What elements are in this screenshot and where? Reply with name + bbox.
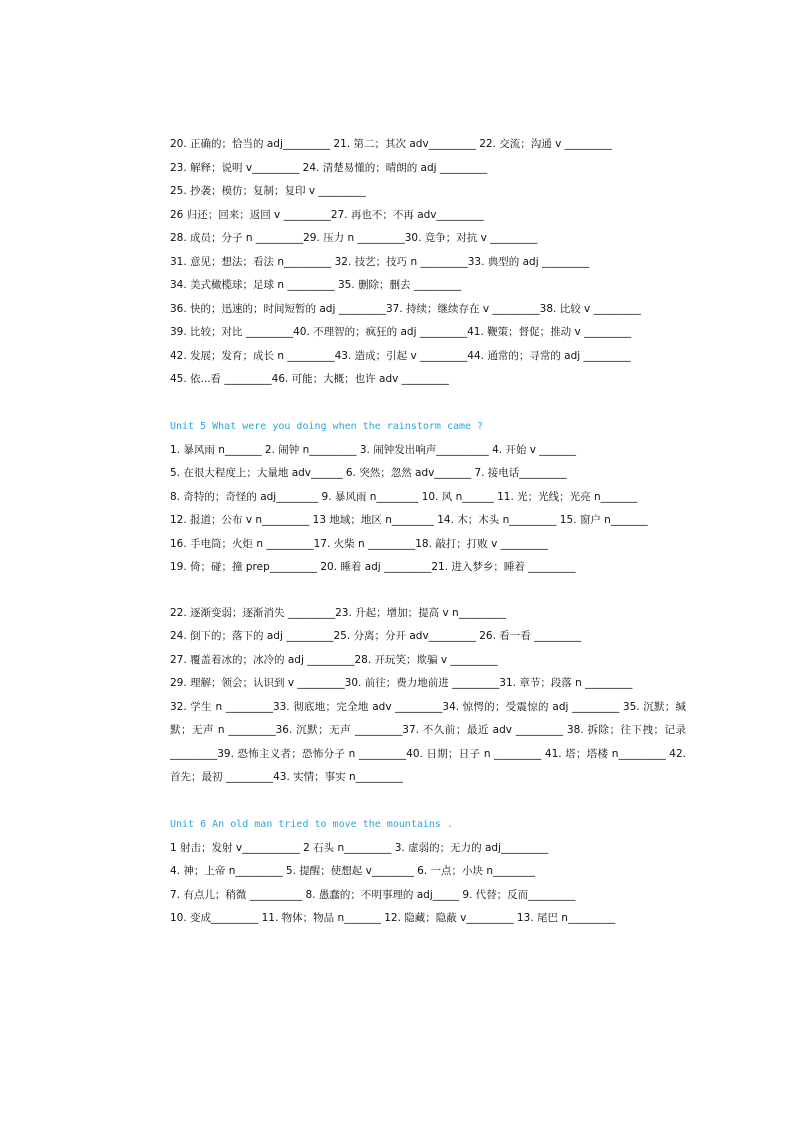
vocab-line: 34. 美式橄榄球；足球 n _________ 35. 删除；删去 _________ xyxy=(170,279,462,291)
section-unit-6 xyxy=(170,813,690,931)
vocab-line: 29. 理解；领会；认识到 v _________30. 前往；费力地前进 _________31. 章节；段落 n _________ xyxy=(170,677,633,689)
worksheet-page xyxy=(170,133,690,931)
vocab-line: 36. 快的；迅速的；时间短暂的 adj _________37. 持续；继续存在 v _________38. 比较 v _________ xyxy=(170,302,641,315)
vocab-line: 1 射击；发射 v___________ 2 石头 n_________ 3. 虚弱的；无力的 adj_________ xyxy=(170,841,549,854)
vocab-line: 16. 手电筒；火炬 n _________17. 火柴 n _________18. 敲打；打败 v _________ xyxy=(170,537,548,550)
vocab-line: 8. 奇特的；奇怪的 adj________ 9. 暴风雨 n________ 10. 风 n______ 11. 光；光线；光亮 n_______ xyxy=(170,490,638,503)
section-previous-unit xyxy=(170,133,690,392)
unit-6-title: Unit 6 An old man tried to move the mountains . xyxy=(170,819,453,830)
vocab-line: 39. 比较；对比 _________40. 不理智的；疯狂的 adj _________41. 鞭策；督促；推动 v _________ xyxy=(170,326,632,338)
vocab-line: 42. 发展；发育；成长 n _________43. 造成；引起 v _________44. 通常的；寻常的 adj _________ xyxy=(170,349,631,362)
vocab-line: 28. 成员；分子 n _________29. 压力 n _________30. 竞争；对抗 v _________ xyxy=(170,232,538,244)
vocab-line: 12. 报道；公布 v n_________ 13 地域；地区 n________ 14. 木；木头 n_________ 15. 窗户 n_______ xyxy=(170,514,648,526)
vocab-line: 45. 依...看 _________46. 可能；大概；也许 adv _________ xyxy=(170,373,449,385)
vocab-line: 1. 暴风雨 n_______ 2. 闹钟 n_________ 3. 闹钟发出响声__________ 4. 开始 v _______ xyxy=(170,443,577,456)
vocab-line: 27. 覆盖着冰的；冰冷的 adj _________28. 开玩笑；欺骗 v _________ xyxy=(170,653,498,666)
vocab-line: 31. 意见；想法；看法 n_________ 32. 技艺；技巧 n _________33. 典型的 adj _________ xyxy=(170,255,590,268)
section-unit-5 xyxy=(170,415,690,790)
vocab-line: 10. 变成_________ 11. 物体；物品 n_______ 12. 隐藏；隐蔽 v_________ 13. 尾巴 n_________ xyxy=(170,912,616,924)
vocab-line: 23. 解释；说明 v_________ 24. 清楚易懂的；晴朗的 adj _________ xyxy=(170,161,488,174)
vocab-line: 20. 正确的；恰当的 adj_________ 21. 第二；其次 adv_________ 22. 交流；沟通 v _________ xyxy=(170,138,612,150)
unit-5-title: Unit 5 What were you doing when the rainstorm came ? xyxy=(170,421,484,432)
vocab-line: 26 归还；回来；返回 v _________27. 再也不；不再 adv_________ xyxy=(170,208,484,221)
vocab-line: 25. 抄袭；模仿；复制；复印 v _________ xyxy=(170,185,366,197)
vocab-paragraph: 32. 学生 n _________33. 彻底地；完全地 adv _________34. 惊愕的；受震惊的 adj _________ 35. 沉默；缄默；无声 n _________36. 沉默；无声 _________37. 不久前；最近 adv _________ 38. 拆除；往下拽；记录 _________39. 恐怖主义者；恐怖分子 n _________40. 日期；日子 n _________ 41. 塔；塔楼 n_________ 42. 首先；最初 _________43. 实情；事实 n_________ xyxy=(170,700,686,783)
vocab-line: 7. 有点儿；稍微 __________ 8. 愚蠢的；不明事理的 adj_____ 9. 代替；反而_________ xyxy=(170,888,576,901)
vocab-line: 4. 神；上帝 n_________ 5. 提醒；使想起 v________ 6. 一点；小块 n________ xyxy=(170,865,536,877)
vocab-line: 24. 倒下的；落下的 adj _________25. 分离；分开 adv_________ 26. 看一看 _________ xyxy=(170,630,582,642)
vocab-line: 22. 逐渐变弱；逐渐消失 _________23. 升起；增加；提高 v n_________ xyxy=(170,606,506,619)
vocab-line: 5. 在很大程度上；大量地 adv______ 6. 突然；忽然 adv_______ 7. 接电话_________ xyxy=(170,467,567,479)
vocab-line: 19. 倚；碰；撞 prep_________ 20. 睡着 adj _________21. 进入梦乡；睡着 _________ xyxy=(170,561,576,573)
